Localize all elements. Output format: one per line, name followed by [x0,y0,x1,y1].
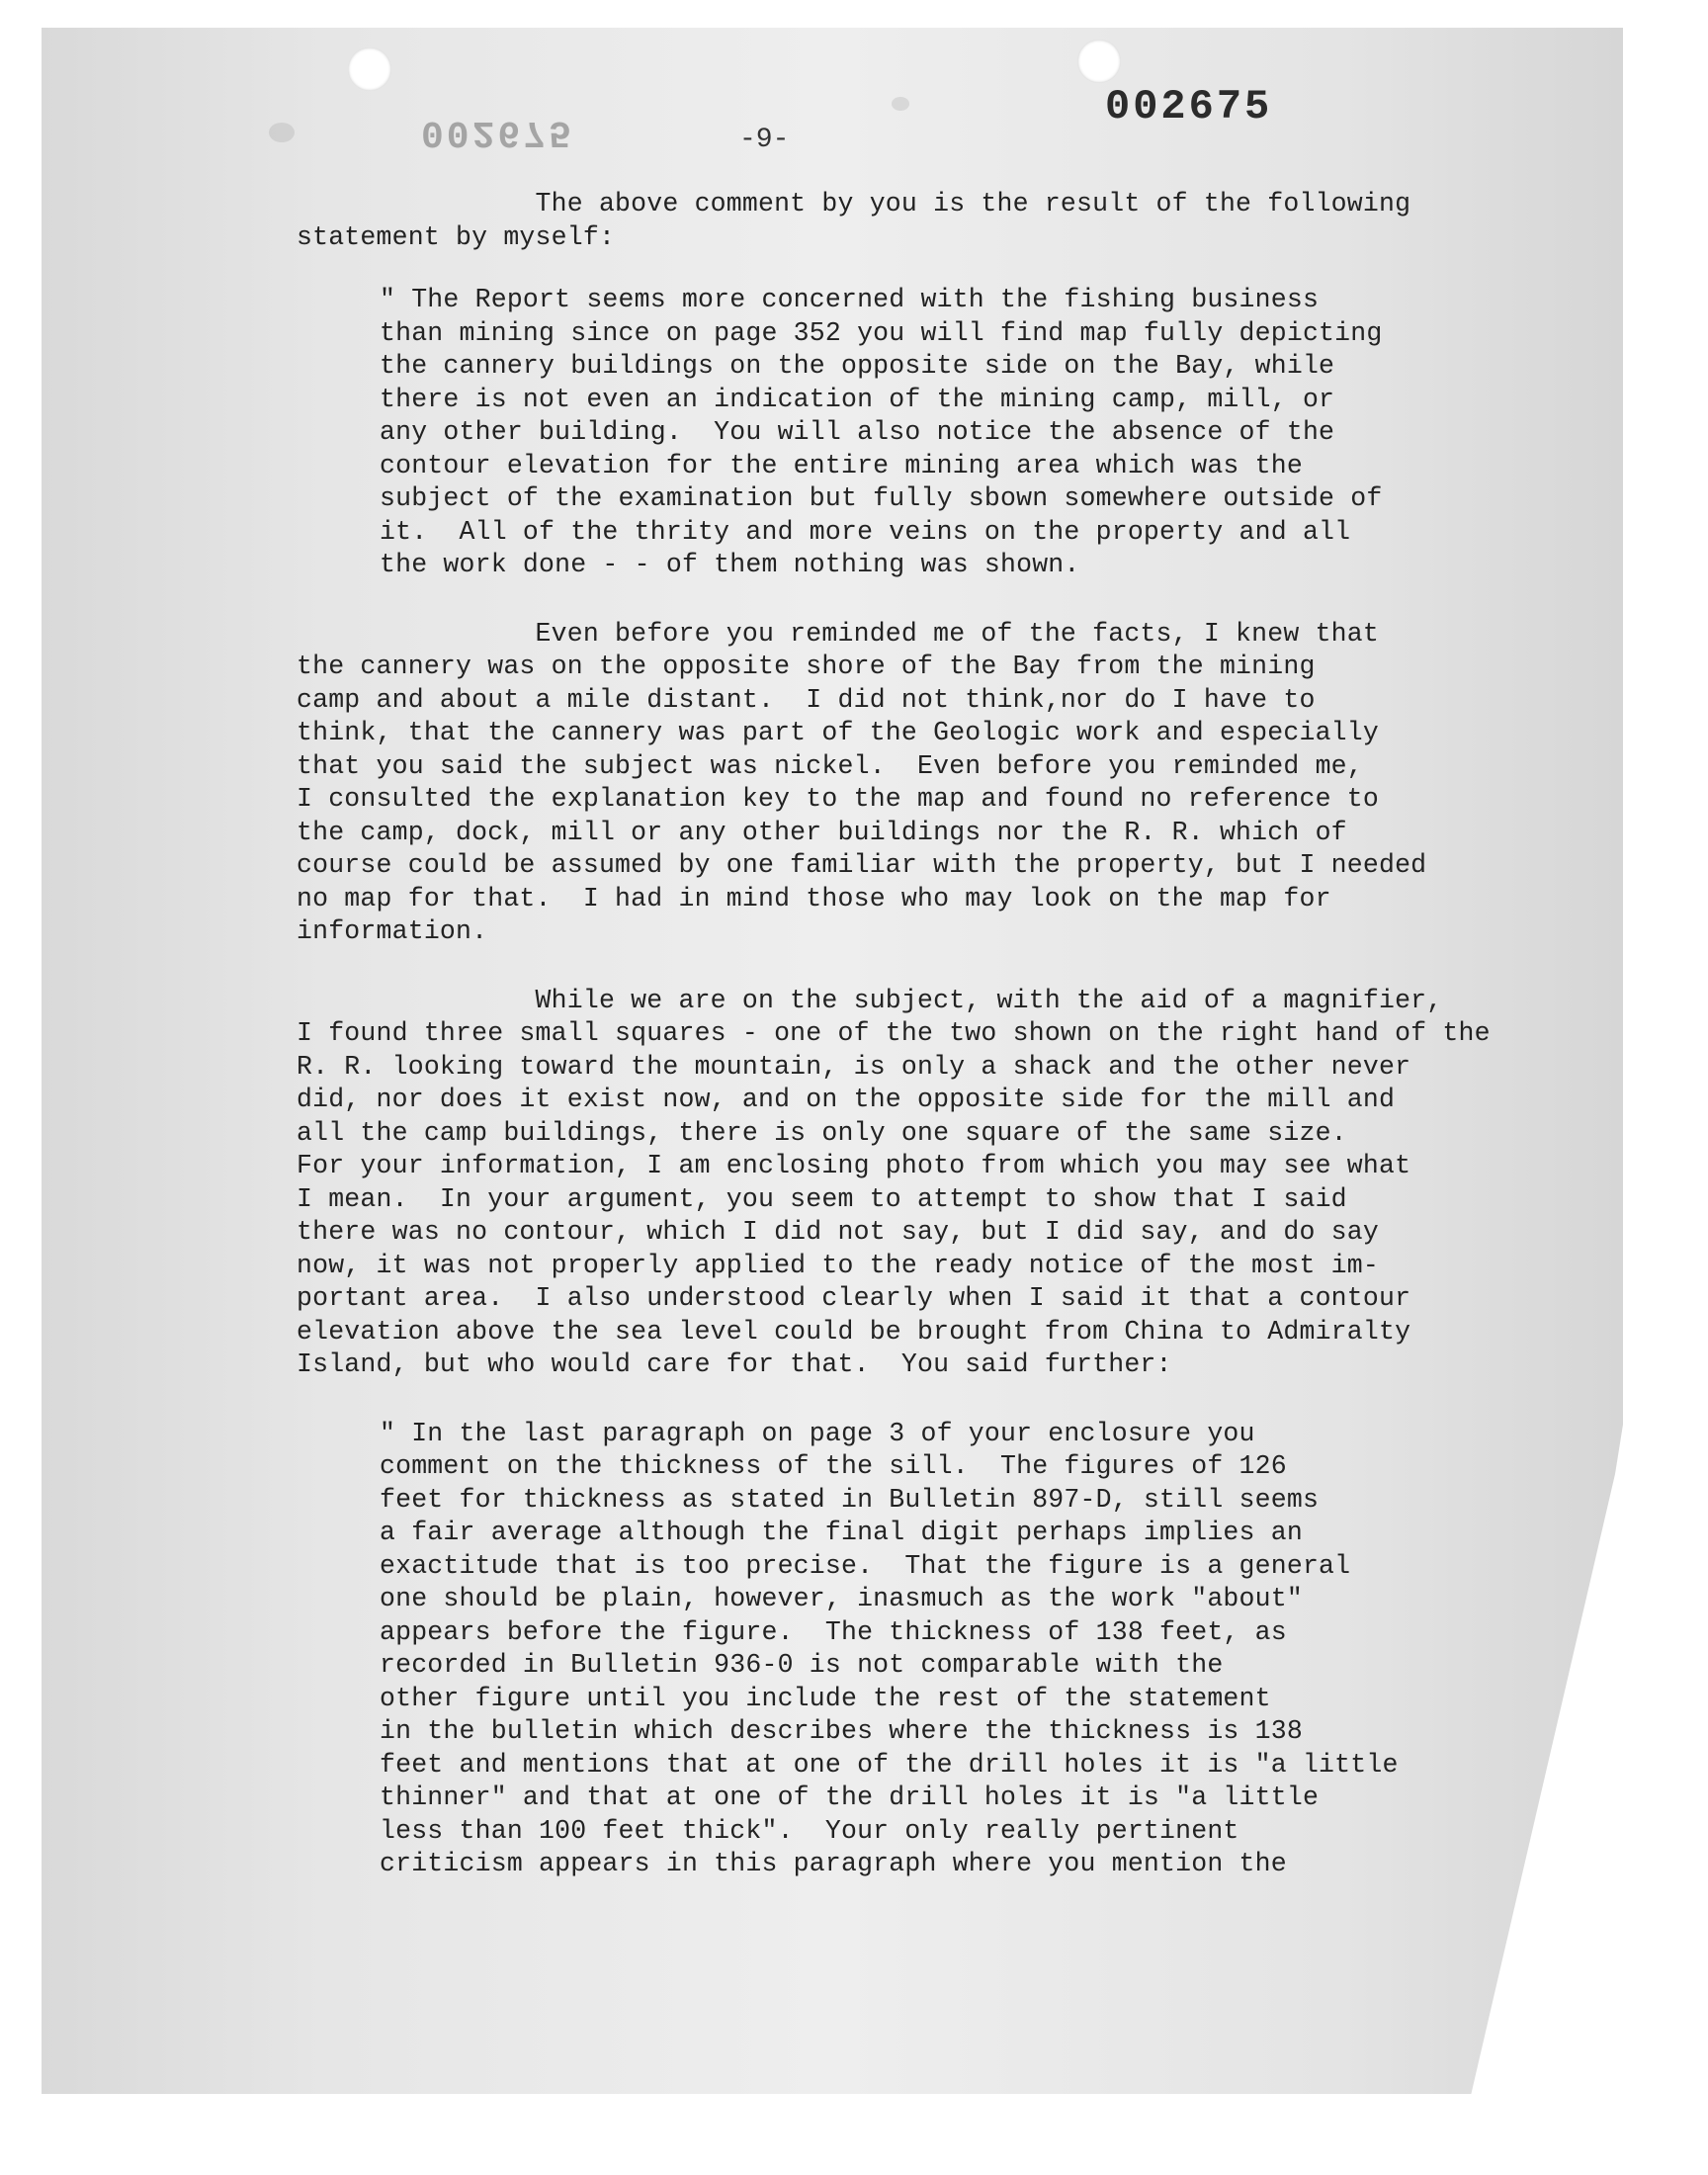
punch-hole-right [1077,40,1121,83]
letter-body [297,188,1542,1881]
paragraph-intro: The above comment by you is the result of the following statement by myself: [297,189,1411,252]
page-number: -9- [739,125,790,155]
quoted-report-comment: " The Report seems more concerned with the fishing business than mining since on page 352 you will find map fully depicting the cannery buildings on the opposite side on the Bay, while there is not even an indication of the mining camp, mill, or any other building. You will also notice the absence of the contour elevation for the entire mining area which was the subject of the examination but fully sbown somewhere outside of it. All of the thrity and more veins on the property and all the work done - - of them nothing was shown. [380,285,1383,579]
document-id-stamp: 002675 [1105,83,1273,130]
punch-hole-left [348,47,391,91]
paragraph-magnifier: While we are on the subject, with the aid of a magnifier, I found three small squares - one of the two shown on the right hand of the R. R. looking toward the mountain, is only a shack and the other never did, nor does it exist now, and on the opposite side for the mill and all the camp buildings, there is only one square of the same size. For your information, I am enclosing photo from which you may see what I mean. In your argument, you seem to attempt to show that I said there was no contour, which I did not say, but I did say, and do say now, it was not properly applied to the ready notice of the most im- portant area. I also understood clearly when I said it that a contour elevation above the sea level could be brought from China to Admiralty Island, but who would care for that. You said further: [297,985,1491,1379]
document-id-ghost: 002675 [421,111,574,153]
scan-smudge [892,97,909,111]
quoted-sill-thickness: " In the last paragraph on page 3 of your enclosure you comment on the thickness of the sill. The figures of 126 feet for thickness as stated in Bulletin 897-D, still seems a fair average although the final digit perhaps implies an exactitude that is too precise. That the figure is a general one should be plain, however, inasmuch as the work "about" appears before the figure. The thickness of 138 feet, as recorded in Bulletin 936-0 is not comparable with the other figure until you include the rest of the statement in the bulletin which describes where the thickness is 138 feet and mentions that at one of the drill holes it is "a little thinner" and that at one of the drill holes it is "a little less than 100 feet thick". Your only really pertinent criticism appears in this paragraph where you mention the [380,1418,1399,1878]
paragraph-cannery: Even before you reminded me of the facts, I knew that the cannery was on the opposite shore of the Bay from the mining camp and about a mile distant. I did not think,nor do I have to think, that the cannery was part of the Geologic work and especially that you said the subject was nickel. Even before you reminded me, I consulted the explanation key to the map and found no reference to the camp, dock, mill or any other buildings nor the R. R. which of course could be assumed by one familiar with the property, but I needed no map for that. I had in mind those who may look on the map for information. [297,618,1427,946]
scan-smudge [269,123,295,142]
